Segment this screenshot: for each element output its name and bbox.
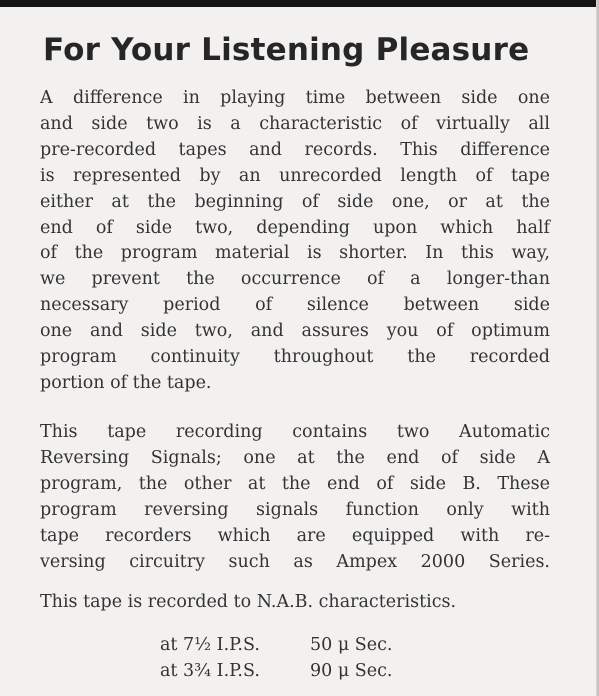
text-line: versing circuitry such as Ampex 2000 Series. [40,551,550,572]
tape-speed: at 7½ I.P.S. [160,635,260,655]
liner-note-card [40,28,550,681]
time-constant: 50 μ Sec. [310,635,393,655]
text-line: program reversing signals function only with [40,499,550,520]
equalization-row [160,632,392,658]
paragraph-playing-time [40,86,550,397]
text-line: tape recorders which are equipped with re- [40,525,550,546]
text-line: one and side two, and assures you of optimum [40,321,550,342]
paragraph-reversing-signals [40,420,550,575]
page-title: For Your Listening Pleasure [43,32,530,68]
top-border [0,0,599,7]
text-line: This tape recording contains two Automatic [40,422,550,442]
text-line: This tape is recorded to N.A.B. characteristics. [40,592,457,612]
text-line: A difference in playing time between side one [40,88,550,108]
text-line: either at the beginning of side one, or at the [40,191,550,212]
text-line: is represented by an unrecorded length of tape [40,165,550,186]
text-line: we prevent the occurrence of a longer-than [40,269,550,290]
text-line: Reversing Signals; one at the end of side A [40,447,550,468]
text-line: program, the other at the end of side B. These [40,473,550,494]
text-line: program continuity throughout the recorded [40,347,550,368]
text-line: of the program material is shorter. In this way, [40,243,550,264]
text-line: pre-recorded tapes and records. This difference [40,139,550,160]
text-line: necessary period of silence between side [40,295,550,316]
text-line: end of side two, depending upon which half [40,217,550,238]
text-line: portion of the tape. [40,372,212,393]
tape-speed: at 3¾ I.P.S. [160,661,260,681]
time-constant: 90 μ Sec. [310,661,393,681]
paragraph-nab [40,590,550,616]
equalization-row [160,658,392,684]
text-line: and side two is a characteristic of virtually all [40,113,550,134]
